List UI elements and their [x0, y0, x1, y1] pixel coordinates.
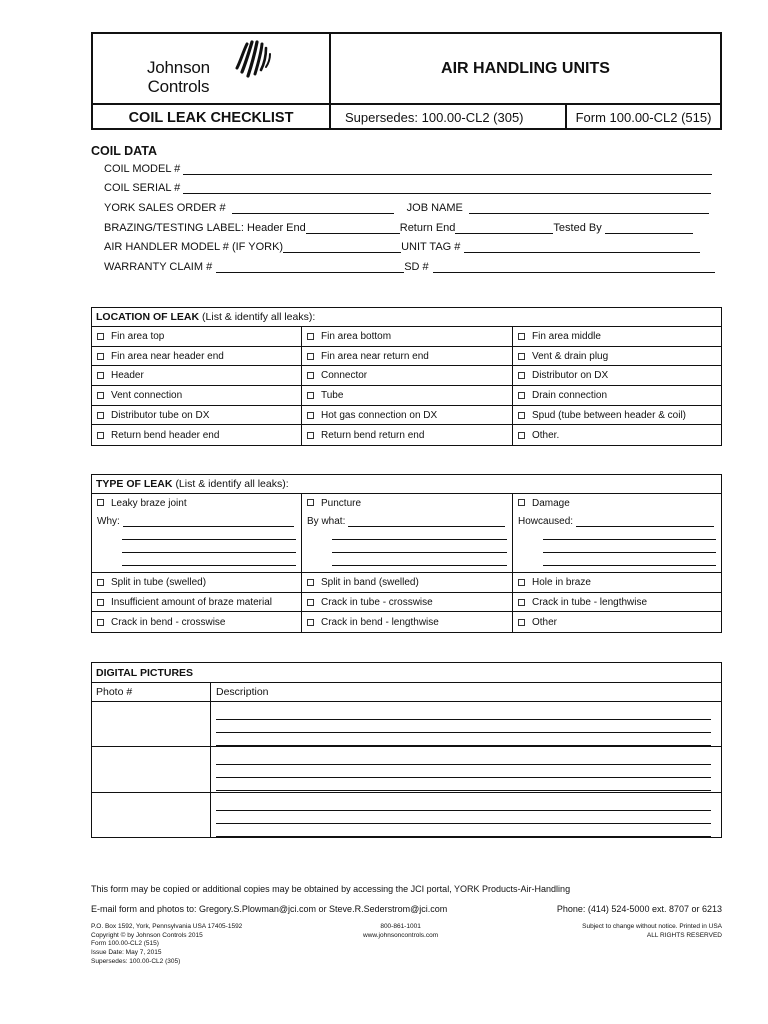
checkbox[interactable] — [307, 412, 314, 419]
photo-number-field[interactable] — [92, 793, 211, 838]
checkbox[interactable] — [307, 353, 314, 360]
sales-order-field[interactable] — [232, 203, 394, 214]
location-option-label: Return bend return end — [321, 429, 425, 441]
type-title: TYPE OF LEAK — [96, 478, 173, 490]
location-option-label: Fin area bottom — [321, 330, 392, 342]
checkbox[interactable] — [518, 499, 525, 506]
type-option — [513, 573, 721, 592]
by-what-field[interactable] — [348, 516, 505, 527]
footer-copyright: Copyright © by Johnson Controls 2015 — [91, 931, 203, 939]
type-row — [92, 593, 721, 613]
coil-model-row — [104, 163, 712, 175]
photo-number-header: Photo # — [92, 683, 211, 701]
damage-cell — [513, 494, 721, 572]
checkbox[interactable] — [518, 619, 525, 626]
checkbox[interactable] — [518, 333, 525, 340]
air-handler-row — [104, 241, 700, 253]
warranty-field[interactable] — [216, 262, 404, 273]
location-option — [92, 386, 302, 405]
location-of-leak-table — [91, 307, 722, 446]
location-rows — [92, 327, 721, 445]
header-row-2 — [93, 103, 720, 130]
checkbox[interactable] — [307, 333, 314, 340]
location-option — [513, 386, 721, 405]
photo-number-field[interactable] — [92, 702, 211, 746]
location-subtitle: (List & identify all leaks): — [202, 311, 316, 323]
form-header — [91, 32, 722, 130]
location-option-label: Fin area top — [111, 330, 165, 342]
location-row — [92, 406, 721, 426]
picture-row — [92, 747, 721, 792]
location-option-label: Return bend header end — [111, 429, 220, 441]
how-caused-more-lines — [543, 527, 716, 566]
location-option-label: Vent & drain plug — [532, 350, 609, 362]
footer-form-number: Form 100.00-CL2 (515) — [91, 940, 159, 948]
location-row — [92, 425, 721, 445]
why-label: Why: — [97, 516, 120, 527]
location-option — [302, 406, 513, 425]
by-what-field-4[interactable] — [332, 553, 507, 566]
puncture-cell — [302, 494, 513, 572]
type-row — [92, 573, 721, 593]
type-detail-row — [92, 494, 721, 573]
location-option-label: Header — [111, 370, 144, 382]
type-option-label: Split in band (swelled) — [321, 576, 419, 588]
why-line — [97, 515, 296, 527]
picture-row — [92, 702, 721, 747]
unit-tag-label: UNIT TAG # — [401, 241, 461, 253]
puncture-label: Puncture — [321, 498, 362, 509]
description-cell — [211, 747, 721, 791]
type-of-leak-header — [92, 475, 721, 494]
checkbox[interactable] — [97, 333, 104, 340]
return-end-label: Return End — [399, 222, 456, 234]
footer-subject-change: Subject to change without notice. Printed in USA — [582, 923, 722, 930]
footer-website[interactable]: www.johnsoncontrols.com — [363, 931, 439, 939]
type-option — [92, 573, 302, 592]
location-option — [92, 406, 302, 425]
by-what-line — [307, 515, 507, 527]
by-what-more-lines — [332, 527, 507, 566]
supersedes-label: Supersedes: 100.00-CL2 (305) — [331, 105, 567, 130]
by-what-lines — [307, 515, 507, 566]
type-rows — [92, 573, 721, 632]
email-note: E-mail form and photos to: Gregory.S.Plowman@jci.com or Steve.R.Sederstrom@jci.com — [91, 904, 448, 914]
how-caused-line — [518, 515, 716, 527]
checkbox[interactable] — [518, 579, 525, 586]
footer-issue-date: Issue Date: May 7, 2015 — [91, 949, 162, 957]
location-option-label: Fin area middle — [532, 330, 601, 342]
type-option — [302, 573, 513, 592]
by-what-field-2[interactable] — [332, 527, 507, 540]
footer-address: P.O. Box 1592, York, Pennsylvania USA 17405-1592 — [91, 923, 243, 930]
location-option — [513, 366, 721, 385]
type-option-label: Split in tube (swelled) — [111, 576, 207, 588]
location-row — [92, 386, 721, 406]
return-end-field[interactable] — [455, 223, 553, 234]
type-option — [302, 593, 513, 612]
location-option — [92, 347, 302, 366]
leaky-braze-option — [97, 498, 296, 509]
checkbox[interactable] — [307, 499, 314, 506]
checkbox[interactable] — [97, 372, 104, 379]
location-of-leak-header — [92, 308, 721, 327]
warranty-row — [104, 261, 715, 273]
description-cell — [211, 702, 721, 746]
digital-pictures-table — [91, 662, 722, 838]
tested-by-field[interactable] — [605, 223, 693, 234]
picture-row — [92, 793, 721, 838]
type-option — [513, 593, 721, 612]
footer-supersedes: Supersedes: 100.00-CL2 (305) — [91, 957, 181, 965]
digital-pictures-title: DIGITAL PICTURES — [92, 663, 721, 683]
digital-pictures-columns — [92, 683, 721, 702]
checkbox[interactable] — [518, 599, 525, 606]
document-title: AIR HANDLING UNITS — [441, 59, 610, 77]
sd-label: SD # — [404, 261, 429, 273]
checkbox[interactable] — [307, 579, 314, 586]
coil-data-title: COIL DATA — [91, 144, 157, 158]
type-option — [92, 593, 302, 612]
logo-line-1: Johnson — [147, 58, 210, 77]
air-handler-field[interactable] — [283, 242, 401, 253]
how-caused-field[interactable] — [576, 516, 714, 527]
location-row — [92, 327, 721, 347]
how-caused-field-4[interactable] — [543, 553, 716, 566]
why-field-4[interactable] — [122, 553, 296, 566]
why-more-lines — [122, 527, 296, 566]
checkbox[interactable] — [307, 392, 314, 399]
description-field[interactable] — [216, 752, 711, 765]
logo-cell — [93, 34, 331, 103]
location-option — [302, 386, 513, 405]
brazing-row — [104, 222, 693, 234]
location-option-label: Spud (tube between header & coil) — [532, 409, 686, 421]
location-option-label: Fin area near header end — [111, 350, 224, 362]
location-option-label: Fin area near return end — [321, 350, 429, 362]
checkbox[interactable] — [97, 579, 104, 586]
footer-left-block — [91, 923, 242, 967]
location-title: LOCATION OF LEAK — [96, 311, 200, 323]
type-option-label: Crack in bend - lengthwise — [321, 616, 439, 628]
location-option-label: Drain connection — [532, 389, 608, 401]
checkbox[interactable] — [97, 392, 104, 399]
description-field[interactable] — [216, 811, 711, 824]
coil-serial-row — [104, 182, 711, 194]
why-field-2[interactable] — [122, 527, 296, 540]
warranty-label: WARRANTY CLAIM # — [104, 261, 213, 273]
location-option — [513, 425, 721, 445]
by-what-field-3[interactable] — [332, 540, 507, 553]
coil-serial-field[interactable] — [183, 183, 711, 194]
leaky-braze-cell — [92, 494, 302, 572]
why-field[interactable] — [123, 516, 294, 527]
damage-option — [518, 498, 716, 509]
type-subtitle: (List & identify all leaks): — [175, 478, 289, 490]
location-row — [92, 366, 721, 386]
checkbox[interactable] — [97, 353, 104, 360]
checkbox[interactable] — [307, 372, 314, 379]
location-row — [92, 347, 721, 367]
air-handler-label: AIR HANDLER MODEL # (IF YORK) — [104, 241, 284, 253]
footer-right-block — [582, 923, 722, 940]
type-option-label: Crack in bend - crosswise — [111, 616, 226, 628]
checkbox[interactable] — [97, 599, 104, 606]
description-header: Description — [216, 686, 269, 698]
location-option — [513, 347, 721, 366]
description-field[interactable] — [216, 798, 711, 811]
type-option-label: Crack in tube - crosswise — [321, 596, 433, 608]
phone-contact: Phone: (414) 524-5000 ext. 8707 or 6213 — [556, 904, 722, 914]
job-name-field[interactable] — [469, 203, 709, 214]
location-option — [302, 347, 513, 366]
type-row — [92, 612, 721, 632]
damage-label: Damage — [532, 498, 570, 509]
location-option-label: Other. — [532, 429, 560, 441]
location-option — [302, 425, 513, 445]
description-field[interactable] — [216, 765, 711, 778]
checkbox[interactable] — [97, 619, 104, 626]
location-option-label: Vent connection — [111, 389, 183, 401]
photo-number-field[interactable] — [92, 747, 211, 791]
type-option — [513, 612, 721, 632]
how-caused-label: Howcaused: — [518, 516, 574, 527]
checkbox[interactable] — [307, 619, 314, 626]
checkbox[interactable] — [518, 432, 525, 439]
how-caused-field-2[interactable] — [543, 527, 716, 540]
checkbox[interactable] — [97, 412, 104, 419]
checkbox[interactable] — [307, 599, 314, 606]
header-end-field[interactable] — [306, 223, 400, 234]
footer-rights: ALL RIGHTS RESERVED — [646, 931, 722, 939]
footer-toll-free: 800-861-1001 — [380, 923, 421, 930]
puncture-option — [307, 498, 507, 509]
checkbox[interactable] — [518, 412, 525, 419]
why-lines — [97, 515, 296, 566]
type-option-label: Crack in tube - lengthwise — [532, 596, 648, 608]
location-option — [302, 366, 513, 385]
type-option — [92, 612, 302, 632]
footer-center-block — [363, 923, 438, 940]
description-field[interactable] — [216, 824, 711, 837]
location-option-label: Distributor tube on DX — [111, 409, 210, 421]
checkbox[interactable] — [97, 499, 104, 506]
copy-note: This form may be copied or additional copies may be obtained by accessing the JCI portal, YORK Products-Air-Handling — [91, 884, 571, 894]
johnson-controls-logo-icon — [233, 40, 273, 82]
how-caused-field-3[interactable] — [543, 540, 716, 553]
location-option — [92, 425, 302, 445]
coil-serial-label: COIL SERIAL # — [104, 182, 181, 194]
type-option-label: Other — [532, 616, 558, 628]
description-field[interactable] — [216, 720, 711, 733]
sales-order-label: YORK SALES ORDER # — [104, 202, 226, 214]
location-option — [513, 406, 721, 425]
leaky-braze-label: Leaky braze joint — [111, 498, 187, 509]
checkbox[interactable] — [97, 432, 104, 439]
coil-model-label: COIL MODEL # — [104, 163, 181, 175]
location-option-label: Tube — [321, 389, 344, 401]
type-of-leak-table — [91, 474, 722, 633]
coil-model-field[interactable] — [183, 164, 712, 175]
location-option — [302, 327, 513, 346]
location-option — [92, 366, 302, 385]
why-field-3[interactable] — [122, 540, 296, 553]
checkbox[interactable] — [307, 432, 314, 439]
location-option — [92, 327, 302, 346]
description-field[interactable] — [216, 778, 711, 791]
checkbox[interactable] — [518, 353, 525, 360]
sd-field[interactable] — [433, 262, 715, 273]
job-name-label: JOB NAME — [406, 202, 463, 214]
description-cell — [211, 793, 721, 838]
location-option-label: Hot gas connection on DX — [321, 409, 438, 421]
brazing-label: BRAZING/TESTING LABEL: Header End — [104, 222, 306, 234]
checklist-title: COIL LEAK CHECKLIST — [93, 105, 331, 130]
location-option-label: Connector — [321, 370, 368, 382]
type-option — [302, 612, 513, 632]
logo-line-2: Controls — [147, 77, 210, 96]
type-option-label: Insufficient amount of braze material — [111, 596, 273, 608]
company-logo-text — [147, 58, 210, 96]
tested-by-label: Tested By — [553, 222, 602, 234]
form-number: Form 100.00-CL2 (515) — [575, 110, 712, 125]
location-option-label: Distributor on DX — [532, 370, 609, 382]
unit-tag-field[interactable] — [464, 242, 700, 253]
sales-order-row — [104, 202, 709, 214]
location-option — [513, 327, 721, 346]
description-field[interactable] — [216, 707, 711, 720]
by-what-label: By what: — [307, 516, 346, 527]
checkbox[interactable] — [518, 372, 525, 379]
type-option-label: Hole in braze — [532, 576, 591, 588]
how-caused-lines — [518, 515, 716, 566]
checkbox[interactable] — [518, 392, 525, 399]
description-field[interactable] — [216, 733, 711, 746]
